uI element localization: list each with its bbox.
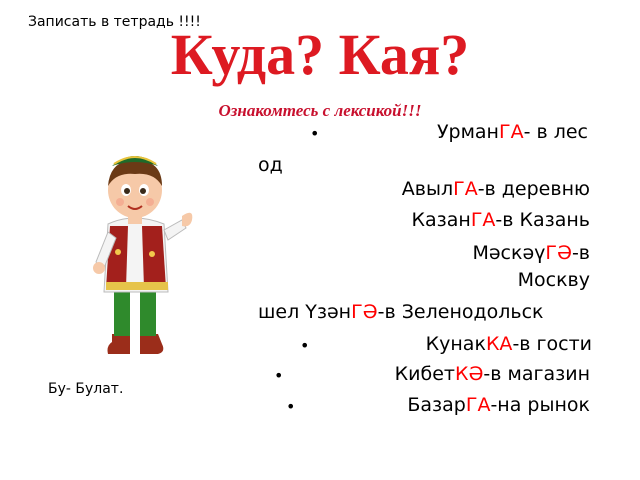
page-subtitle: Ознакомтесь с лексикой!!!	[218, 101, 422, 120]
figure-caption: Бу- Булат.	[48, 381, 124, 397]
vocab-item-kunak: КунакКА-в гости	[425, 333, 592, 355]
vocab-item-avyl: АвылГА-в деревню	[401, 178, 590, 200]
vocab-item-uzen: шел ҮзәнГӘ-в Зеленодольск	[258, 301, 544, 323]
vocab-item-kibet: КибетКӘ-в магазин	[394, 363, 590, 385]
vocab-item-urman: УрманГА- в лес	[436, 121, 588, 143]
vocab-item-maskau: МәскәүГӘ-в	[472, 242, 590, 264]
page-title: Куда? Кая?	[170, 22, 470, 87]
vocab-item-kazan: КазанГА-в Казань	[411, 209, 590, 231]
bullet: •	[274, 366, 284, 385]
vocab-item-moskvu: Москву	[517, 269, 590, 291]
bullet: •	[300, 336, 310, 355]
vocab-item-bazar: БазарГА-на рынок	[407, 394, 590, 416]
vocab-fragment-od: од	[258, 154, 283, 176]
boy-illustration	[82, 142, 197, 360]
instruction-note: Записать в тетрадь !!!!	[28, 14, 201, 30]
bullet: •	[286, 397, 296, 416]
bullet: •	[310, 124, 320, 143]
vocabulary-list	[258, 118, 594, 430]
